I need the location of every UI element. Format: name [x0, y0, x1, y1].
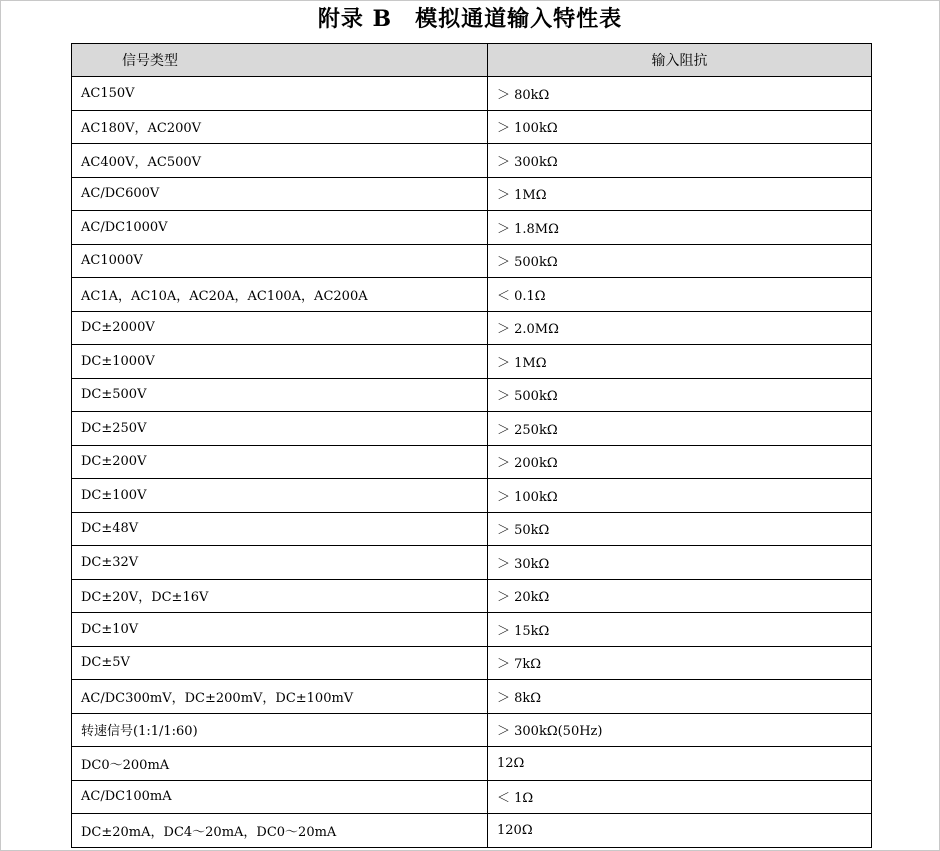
table-row — [72, 780, 872, 814]
signal-type-cell: DC±32V — [72, 546, 488, 580]
signal-type-cell: AC180V，AC200V — [72, 110, 488, 144]
signal-type-cell: DC±100V — [72, 479, 488, 513]
input-impedance-cell: 12Ω — [488, 747, 872, 781]
signal-type-cell: DC0～200mA — [72, 747, 488, 781]
header-input-impedance: 输入阻抗 — [488, 44, 872, 77]
table-row — [72, 713, 872, 747]
table-row — [72, 814, 872, 848]
input-impedance-cell: ＞ 1MΩ — [488, 177, 872, 211]
table-row — [72, 479, 872, 513]
table-row — [72, 77, 872, 111]
input-impedance-cell: 120Ω — [488, 814, 872, 848]
signal-type-cell: AC/DC600V — [72, 177, 488, 211]
signal-type-cell: DC±250V — [72, 412, 488, 446]
signal-type-cell: AC1A，AC10A，AC20A，AC100A，AC200A — [72, 278, 488, 312]
input-impedance-cell: ＜ 1Ω — [488, 780, 872, 814]
input-impedance-cell: ＞ 1MΩ — [488, 345, 872, 379]
table-row — [72, 646, 872, 680]
table-row — [72, 412, 872, 446]
input-impedance-cell: ＞ 500kΩ — [488, 378, 872, 412]
input-impedance-cell: ＞ 7kΩ — [488, 646, 872, 680]
table-row — [72, 378, 872, 412]
table-row — [72, 110, 872, 144]
signal-type-cell: AC150V — [72, 77, 488, 111]
table-row — [72, 512, 872, 546]
signal-type-cell: AC/DC100mA — [72, 780, 488, 814]
table-row — [72, 244, 872, 278]
signal-type-cell: AC400V，AC500V — [72, 144, 488, 178]
input-impedance-cell: ＞ 300kΩ(50Hz) — [488, 713, 872, 747]
signal-type-cell: DC±200V — [72, 445, 488, 479]
table-row — [72, 546, 872, 580]
signal-type-cell: DC±48V — [72, 512, 488, 546]
signal-type-cell: DC±20V，DC±16V — [72, 579, 488, 613]
input-impedance-cell: ＞ 20kΩ — [488, 579, 872, 613]
table-row — [72, 613, 872, 647]
table-row — [72, 579, 872, 613]
table-row — [72, 445, 872, 479]
signal-type-cell: DC±5V — [72, 646, 488, 680]
page-title: 附录 B 模拟通道输入特性表 — [317, 6, 623, 32]
table-row — [72, 680, 872, 714]
input-impedance-cell: ＞ 2.0MΩ — [488, 311, 872, 345]
header-signal-type: 信号类型 — [72, 44, 488, 77]
input-impedance-cell: ＞ 100kΩ — [488, 110, 872, 144]
input-impedance-cell: ＞ 30kΩ — [488, 546, 872, 580]
table-row — [72, 211, 872, 245]
signal-type-cell: DC±10V — [72, 613, 488, 647]
input-impedance-cell: ＞ 15kΩ — [488, 613, 872, 647]
input-impedance-cell: ＞ 250kΩ — [488, 412, 872, 446]
signal-type-cell: AC/DC1000V — [72, 211, 488, 245]
input-impedance-cell: ＜ 0.1Ω — [488, 278, 872, 312]
input-impedance-cell: ＞ 200kΩ — [488, 445, 872, 479]
signal-type-cell: AC1000V — [72, 244, 488, 278]
input-impedance-cell: ＞ 100kΩ — [488, 479, 872, 513]
input-impedance-cell: ＞ 50kΩ — [488, 512, 872, 546]
table-header-row — [72, 44, 872, 77]
table-row — [72, 177, 872, 211]
input-impedance-cell: ＞ 500kΩ — [488, 244, 872, 278]
signal-type-cell: DC±2000V — [72, 311, 488, 345]
input-impedance-cell: ＞ 80kΩ — [488, 77, 872, 111]
input-impedance-cell: ＞ 300kΩ — [488, 144, 872, 178]
table-row — [72, 311, 872, 345]
table-row — [72, 345, 872, 379]
input-characteristics-table — [71, 43, 872, 848]
signal-type-cell: AC/DC300mV，DC±200mV，DC±100mV — [72, 680, 488, 714]
signal-type-cell: 转速信号(1:1/1:60) — [72, 713, 488, 747]
input-impedance-cell: ＞ 8kΩ — [488, 680, 872, 714]
input-impedance-cell: ＞ 1.8MΩ — [488, 211, 872, 245]
table-row — [72, 747, 872, 781]
signal-type-cell: DC±20mA，DC4～20mA，DC0～20mA — [72, 814, 488, 848]
table-row — [72, 144, 872, 178]
signal-type-cell: DC±500V — [72, 378, 488, 412]
table-row — [72, 278, 872, 312]
signal-type-cell: DC±1000V — [72, 345, 488, 379]
